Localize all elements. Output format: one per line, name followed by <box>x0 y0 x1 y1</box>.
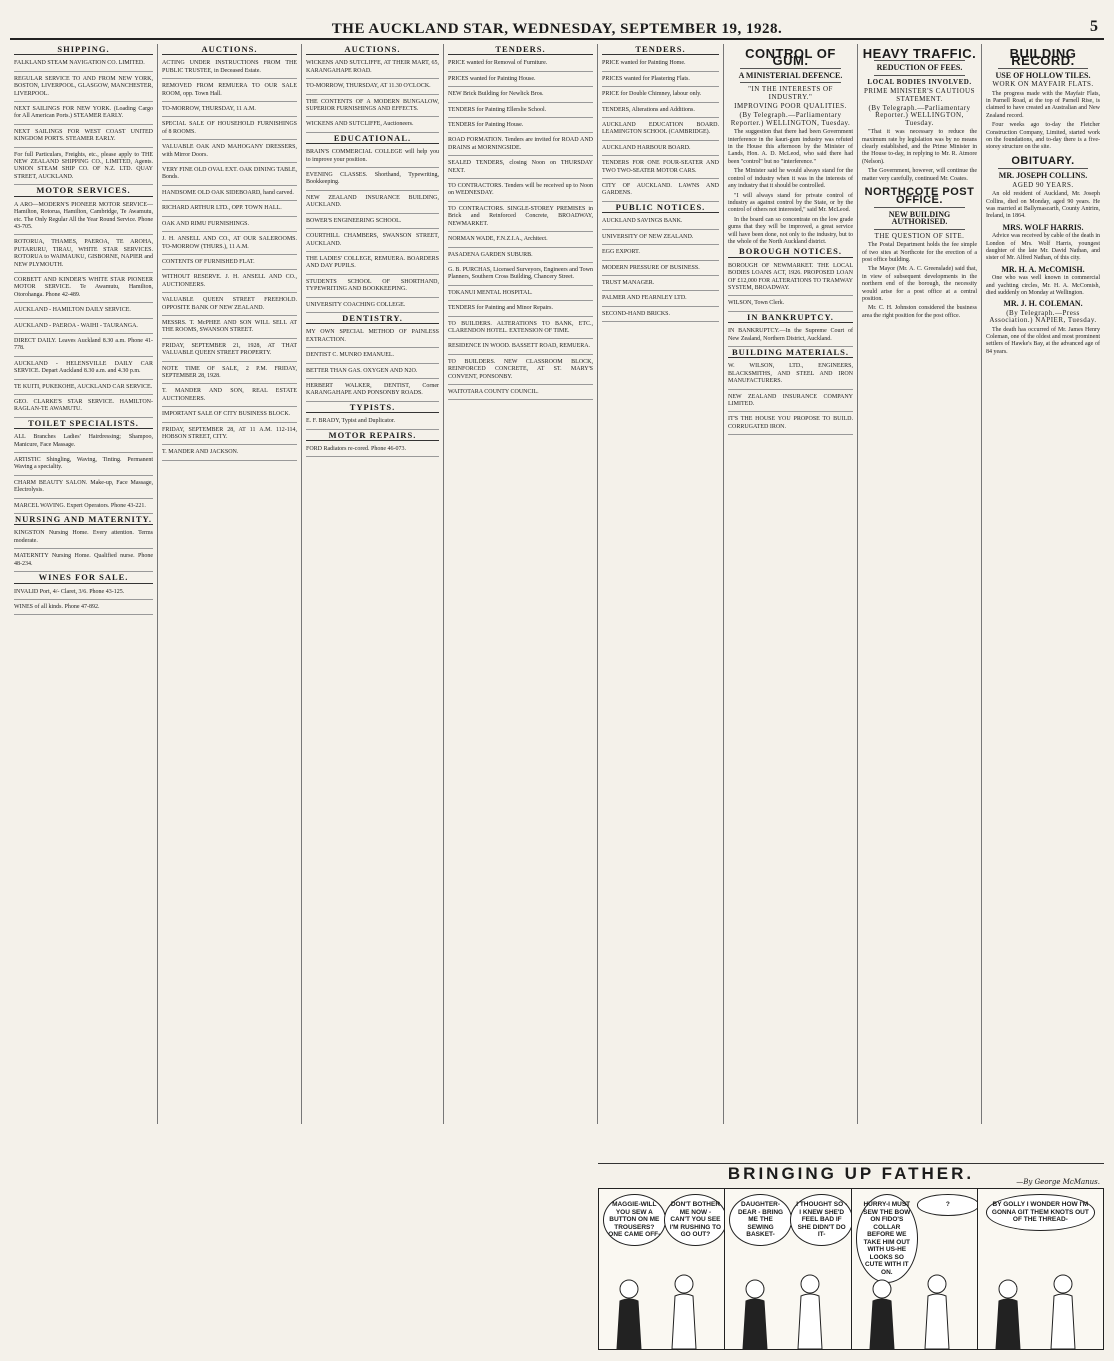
classified-ad: G. B. PURCHAS, Licensed Surveyors, Engineers and Town Planners, Southern Cross Building, Chancery Street. <box>448 265 593 286</box>
classified-ad: CORBETT AND KINDER'S WHITE STAR PIONEER MOTOR SERVICE. Te Awamutu, Hamilton, Otorohanga. Phone 42-489. <box>14 275 153 303</box>
section-heading: AUCTIONS. <box>162 46 297 55</box>
section-heading: PUBLIC NOTICES. <box>602 204 719 213</box>
classified-ad: WITHOUT RESERVE. J. H. ANSELL AND CO., AUCTIONEERS. <box>162 272 297 293</box>
classified-ad: BETTER THAN GAS. OXYGEN AND N2O. <box>306 366 439 379</box>
obituary-name: MR. JOSEPH COLLINS. <box>998 171 1088 181</box>
article-body <box>862 129 977 183</box>
classified-ad: T. MANDER AND JACKSON. <box>162 447 297 460</box>
classified-ad: EGG EXPORT. <box>602 247 719 260</box>
classified-ad: TOKANUI MENTAL HOSPITAL. <box>448 288 593 301</box>
article-paragraph: "That it was necessary to reduce the maximum rate by legislation was by no means clearly established, and the Prime Minister in the House to-day, in replying to Mr. R. Atmore (Nelson). <box>862 129 977 165</box>
article-subhead: REDUCTION OF FEES. <box>876 63 963 73</box>
classified-ad: TO BUILDERS. ALTERATIONS TO BANK, ETC., CLARENDON HOTEL. EXTENSION OF TIME. <box>448 319 593 340</box>
classified-ad: PRICE for Double Chimney, labour only. <box>602 89 719 102</box>
section-heading: TENDERS. <box>448 46 593 55</box>
classified-ad: VERY FINE OLD OVAL EXT. OAK DINING TABLE, Bonds. <box>162 165 297 186</box>
classified-ad: AUCKLAND EDUCATION BOARD. LEAMINGTON SCHOOL (CAMBRIDGE). <box>602 120 719 141</box>
classified-ad: SPECIAL SALE OF HOUSEHOLD FURNISHINGS of 8 ROOMS. <box>162 119 297 140</box>
figure-head <box>999 1280 1017 1298</box>
column-auctions-1 <box>158 44 302 1124</box>
classified-ad: TRUST MANAGER. <box>602 278 719 291</box>
classified-ad: UNIVERSITY OF NEW ZEALAND. <box>602 232 719 245</box>
classified-ad: REGULAR SERVICE TO AND FROM NEW YORK, BOSTON, LIVERPOOL, GLASGOW, MANCHESTER, LIVERPOOL. <box>14 74 153 102</box>
classified-ad: MESSRS. T. McPHEE AND SON WILL SELL AT THE ROOMS, SWANSON STREET. <box>162 318 297 339</box>
column-gum-article <box>724 44 858 1124</box>
classified-ad: ROTORUA, THAMES, PAEROA, TE AROHA, PUTARURU, TIRAU, WHITE STAR SERVICES. ROTORUA to WAIMAUKU, GISBORNE, NAPIER and NEW PLYMOUTH. <box>14 237 153 273</box>
classified-ad: BRAIN'S COMMERCIAL COLLEGE will help you to improve your position. <box>306 147 439 168</box>
figure-body <box>672 1294 696 1349</box>
section-heading: TOILET SPECIALISTS. <box>14 420 153 429</box>
shipping-ads <box>14 58 153 185</box>
classified-ad: ACTING UNDER INSTRUCTIONS FROM THE PUBLIC TRUSTEE, in Deceased Estate. <box>162 58 297 79</box>
classified-ad: NORMAN WADE, F.N.Z.I.A., Architect. <box>448 234 593 247</box>
classified-ad: CHARM BEAUTY SALON. Make-up, Face Massage, Electrolysis. <box>14 478 153 499</box>
classified-ad: CITY OF AUCKLAND. LAWNS AND GARDENS. <box>602 181 719 202</box>
classified-ad: NOTE TIME OF SALE, 2 P.M. FRIDAY, SEPTEMBER 28, 1928. <box>162 364 297 385</box>
comic-byline: —By George McManus. <box>1016 1178 1100 1186</box>
section-heading: DENTISTRY. <box>306 315 439 324</box>
classified-ad: AUCKLAND - PAEROA - WAIHI - TAURANGA. <box>14 321 153 334</box>
dentistry-ads <box>306 327 439 401</box>
educational-ads <box>306 147 439 313</box>
typists-ads <box>306 416 439 429</box>
classified-ad: BOWER'S ENGINEERING SCHOOL. <box>306 216 439 229</box>
bankruptcy-notices <box>728 326 853 347</box>
speech-bubble: BY GOLLY I WONDER HOW I'M GONNA GIT THEM KNOTS OUT OF THE THREAD- <box>986 1194 1095 1231</box>
obituary-text: The death has occurred of Mr. James Henry Coleman, one of the oldest and most prominent settlers of Hawke's Bay, at the advanced age of 84 years. <box>986 326 1100 355</box>
figure-head <box>873 1280 891 1298</box>
masthead-title: THE AUCKLAND STAR, WEDNESDAY, SEPTEMBER 19, 1928. <box>331 21 783 37</box>
section-heading: MOTOR REPAIRS. <box>306 432 439 441</box>
divider <box>874 75 965 76</box>
article-subhead: NEW BUILDING AUTHORISED. <box>888 209 951 227</box>
article-paragraph: The Mayor (Mr. A. C. Greenslade) said that, in view of subsequent developments in the northern end of the borough, the necessity would arise for a post office at a central position. <box>862 266 977 302</box>
classified-ad: FRIDAY, SEPTEMBER 28, AT 11 A.M. 112-114, HOBSON STREET, CITY. <box>162 425 297 446</box>
classified-ad: THE LADIES' COLLEGE, REMUERA. BOARDERS AND DAY PUPILS. <box>306 254 439 275</box>
figure-head <box>675 1275 693 1293</box>
classified-ad: MATERNITY Nursing Home. Qualified nurse. Phone 48-234. <box>14 551 153 572</box>
article-paragraph: Mr. C. H. Johnston considered the business area the right position for the post office. <box>862 305 977 319</box>
classified-ad: ROAD FORMATION. Tenders are invited for ROAD AND DRAINS at MORNINGSIDE. <box>448 135 593 156</box>
obituaries <box>986 172 1100 356</box>
figure-body <box>870 1299 894 1349</box>
classified-ad: RESIDENCE IN WOOD. BASSETT ROAD, REMUERA. <box>448 341 593 354</box>
classified-ad: REMOVED FROM REMUERA TO OUR SALE ROOM, opp. Town Hall. <box>162 81 297 102</box>
classified-ad: AUCKLAND SAVINGS BANK. <box>602 216 719 229</box>
figure-head <box>620 1280 638 1298</box>
classified-ad: NEXT SAILINGS FOR NEW YORK. (Loading Cargo for All American Ports.) STEAMER EARLY. <box>14 104 153 125</box>
classified-ad: FALKLAND STEAM NAVIGATION CO. LIMITED. <box>14 58 153 71</box>
classified-ad: PRICES wanted for Painting House. <box>448 74 593 87</box>
classified-ad: HERBERT WALKER, DENTIST, Corner KARANGAHAPE AND PONSONBY ROADS. <box>306 381 439 402</box>
comic-panel <box>599 1189 725 1349</box>
classified-ad: DENTIST C. MUNRO EMANUEL. <box>306 350 439 363</box>
article-paragraph: In the board can so concentrate on the low grade gums that they will be improved, a great service will have been done, not only to the industry, but to the whole of the North Auckland district. <box>728 216 853 245</box>
figure-body <box>925 1294 949 1349</box>
column-auctions-2 <box>302 44 444 1124</box>
borough-notices <box>728 261 853 312</box>
figure-head <box>746 1280 764 1298</box>
classified-ad: HANDSOME OLD OAK SIDEBOARD, hand carved. <box>162 188 297 201</box>
article-paragraph: The Minister said he would always stand for the control of industry when it was in the interests of any industry that it should be controlled. <box>728 168 853 190</box>
column-traffic-article <box>858 44 982 1124</box>
comic-figures <box>725 1249 845 1349</box>
article-subhead: PRIME MINISTER'S CAUTIOUS STATEMENT. <box>864 87 975 103</box>
column-tenders-2 <box>598 44 724 1124</box>
article-subhead: IMPROVING POOR QUALITIES. <box>734 102 847 111</box>
article-byline: (By Telegraph.—Parliamentary Reporter.) WELLINGTON, Tuesday. <box>730 111 851 127</box>
auction-ads <box>162 58 297 460</box>
public-notices-ads <box>602 216 719 322</box>
classified-ad: For full Particulars, Freights, etc., please apply to THE NEW ZEALAND SHIPPING CO., LIMITED, Agents. UNION STEAM SHIP CO. OF N.Z. LTD. QUAY STREET, AUCKLAND. <box>14 150 153 186</box>
classified-ad: OAK AND RIMU FURNISHINGS. <box>162 219 297 232</box>
divider <box>998 168 1088 169</box>
figure-body <box>996 1299 1020 1349</box>
classified-ad: PASADENA GARDEN SUBURB. <box>448 250 593 263</box>
classified-ad: MY OWN SPECIAL METHOD OF PAINLESS EXTRACTION. <box>306 327 439 348</box>
classified-ad: E. F. BRADY, Typist and Duplicator. <box>306 416 439 429</box>
classified-ad: TO CONTRACTORS. Tenders will be received up to Noon on WEDNESDAY. <box>448 181 593 202</box>
classified-ad: RICHARD ARTHUR LTD., OPP. TOWN HALL. <box>162 203 297 216</box>
speech-bubble: HURRY-I MUST SEW THE BOW ON FIDO'S COLLAR BEFORE WE TAKE HIM OUT WITH US-HE LOOKS SO CUTE WITH IT ON. <box>856 1194 919 1283</box>
classified-ad: IT'S THE HOUSE YOU PROPOSE TO BUILD. CORRUGATED IRON. <box>728 414 853 435</box>
classified-ad: MARCEL WAVING. Expert Operators. Phone 43-221. <box>14 501 153 514</box>
classified-ad: UNIVERSITY COACHING COLLEGE. <box>306 300 439 313</box>
column-tenders-1 <box>444 44 598 1124</box>
classified-ad: CONTENTS OF FURNISHED FLAT. <box>162 257 297 270</box>
divider <box>740 82 841 83</box>
classified-ad: PRICES wanted for Plastering Flats. <box>602 74 719 87</box>
section-heading: BOROUGH NOTICES. <box>728 248 853 257</box>
page-number: 5 <box>1090 18 1098 35</box>
article-subhead: "IN THE INTERESTS OF INDUSTRY." <box>748 85 833 101</box>
obituary-subhead: (By Telegraph.—Press Association.) NAPIER, Tuesday. <box>989 308 1097 325</box>
classified-ad: STUDENTS SCHOOL OF SHORTHAND, TYPEWRITING AND BOOKKEEPING. <box>306 277 439 298</box>
classified-ad: PRICE wanted for Removal of Furniture. <box>448 58 593 71</box>
nursing-ads <box>14 528 153 572</box>
article-subhead: LOCAL BODIES INVOLVED. <box>867 77 972 86</box>
classified-ad: EVENING CLASSES. Shorthand, Typewriting, Bookkeeping. <box>306 170 439 191</box>
classified-ad: VALUABLE OAK AND MAHOGANY DRESSERS, with Mirror Doors. <box>162 142 297 163</box>
classified-ad: SECOND-HAND BRICKS. <box>602 309 719 322</box>
speech-bubble: I THOUGHT SO - I KNEW SHE'D FEEL BAD IF SHE DIDN'T DO IT- <box>790 1194 851 1246</box>
classified-ad: T. MANDER AND SON, REAL ESTATE AUCTIONEERS. <box>162 386 297 407</box>
article-subhead: WORK ON MAYFAIR FLATS. <box>992 80 1094 89</box>
classified-ad: THE CONTENTS OF A MODERN BUNGALOW, SUPERIOR FURNISHINGS AND EFFECTS. <box>306 97 439 118</box>
classified-ad: TENDERS FOR ONE FOUR-SEATER AND TWO TWO-SEATER MOTOR CARS. <box>602 158 719 179</box>
comic-panel <box>978 1189 1103 1349</box>
masthead <box>10 14 1104 40</box>
obituary-name: MR. J. H. COLEMAN. <box>1003 299 1083 309</box>
section-heading: WINES FOR SALE. <box>14 574 153 583</box>
classified-ad: AUCKLAND - HELENSVILLE DAILY CAR SERVICE. Depart Auckland 8.30 a.m. and 4.30 p.m. <box>14 359 153 380</box>
classified-ad: AUCKLAND HARBOUR BOARD. <box>602 143 719 156</box>
classified-ad: TO CONTRACTORS. SINGLE-STOREY PREMISES in Brick and Reinforced Concrete, BROADWAY, NEWMARKET. <box>448 204 593 232</box>
obituary-text: One who was well known in commercial and yachting circles, Mr. H. A. McComish, died suddenly on Monday at Wellington. <box>986 275 1100 296</box>
classified-ad: J. H. ANSELL AND CO., AT OUR SALEROOMS. TO-MORROW (THURS.), 11 A.M. <box>162 234 297 255</box>
classified-ad: TENDERS for Painting and Minor Repairs. <box>448 303 593 316</box>
classified-ad: TO-MORROW, THURSDAY, AT 11.30 O'CLOCK. <box>306 81 439 94</box>
classified-ad: AUCKLAND - HAMILTON DAILY SERVICE. <box>14 305 153 318</box>
classified-ad: NEW ZEALAND INSURANCE COMPANY LIMITED. <box>728 392 853 413</box>
section-heading: EDUCATIONAL. <box>306 135 439 144</box>
classified-ad: WICKENS AND SUTCLIFFE, Auctioneers. <box>306 119 439 132</box>
figure-head <box>928 1275 946 1293</box>
comic-figures <box>599 1249 719 1349</box>
comic-panel <box>725 1189 851 1349</box>
section-heading: TYPISTS. <box>306 404 439 413</box>
classified-ad: GEO. CLARKE'S STAR SERVICE. HAMILTON-RAGLAN-TE AWAMUTU. <box>14 397 153 418</box>
article-paragraph: Four weeks ago to-day the Fletcher Construction Company, Limited, started work on the foundations, and to-day there is a five-storey structure on the site. <box>986 122 1100 151</box>
section-heading: BUILDING MATERIALS. <box>728 349 853 358</box>
article-subhead: A MINISTERIAL DEFENCE. <box>738 70 843 80</box>
comic-figures <box>978 1249 1098 1349</box>
comic-figures <box>852 1249 972 1349</box>
article-paragraph: The suggestion that there had been Government interference in the kauri-gum industry was refuted in the House this afternoon by the Minister of Lands, Hon. A. D. McLeod, who said there had been "control" but no "interference." <box>728 129 853 165</box>
tender-ads <box>602 58 719 201</box>
motor-services-ads <box>14 200 153 418</box>
article-headline: NORTHCOTE POST OFFICE. <box>864 186 975 206</box>
motor-repairs-ads <box>306 444 439 457</box>
figure-body <box>1051 1294 1075 1349</box>
classified-ad: WINES of all kinds. Phone 47-892. <box>14 602 153 615</box>
auction-ads <box>306 58 439 132</box>
article-paragraph: "I will always stand for private control of industry as against control by the State, or by the control of others not interested," said Mr. McLeod. <box>728 192 853 214</box>
wines-ads <box>14 587 153 616</box>
column-building-record <box>982 44 1104 1124</box>
classified-ad: A ARO—MODERN'S PIONEER MOTOR SERVICE—Hamilton, Rotorua, Hamilton, Cambridge, Te Awamutu, etc. The Only Regular All the Year Round Service. Phone 43-705. <box>14 200 153 236</box>
comic-panels <box>598 1188 1104 1350</box>
figure-body <box>743 1299 767 1349</box>
speech-bubble: DAUGHTER-DEAR - BRING ME THE SEWING BASKET- <box>729 1194 792 1246</box>
classified-ad: TO BUILDERS. NEW CLASSROOM BLOCK, REINFORCED CONCRETE, AT ST. MARY'S CONVENT, PONSONBY. <box>448 357 593 385</box>
classified-ad: TENDERS for Painting House. <box>448 120 593 133</box>
article-headline: HEAVY TRAFFIC. <box>862 46 977 61</box>
classified-ad: FRIDAY, SEPTEMBER 21, 1928, AT THAT VALUABLE QUEEN STREET PROPERTY. <box>162 341 297 362</box>
section-heading: MOTOR SERVICES. <box>14 187 153 196</box>
comic-panel <box>852 1189 978 1349</box>
article-body <box>862 242 977 320</box>
classified-ad: COURTHILL CHAMBERS, SWANSON STREET, AUCKLAND. <box>306 231 439 252</box>
obituary-heading: OBITUARY. <box>1011 154 1075 167</box>
classified-ad: IN BANKRUPTCY.—In the Supreme Court of New Zealand, Northern District, Auckland. <box>728 326 853 347</box>
obituary-text: An old resident of Auckland, Mr. Joseph Collins, died on Monday, aged 90 years. He was married at Ballymascarth, County Antrim, Ireland, in 1864. <box>986 191 1100 220</box>
article-paragraph: The progress made with the Mayfair Flats, in Parnell Road, at the top of Parnell Rise, is claimed to have created an Australian and New Zealand record. <box>986 90 1100 119</box>
classified-ad: TE KUITI, PUKEKOHE, AUCKLAND CAR SERVICE. <box>14 382 153 395</box>
figure-body <box>617 1299 641 1349</box>
classified-ad: NEW ZEALAND INSURANCE BUILDING, AUCKLAND. <box>306 193 439 214</box>
article-byline: (By Telegraph.—Parliamentary Reporter.) WELLINGTON, Tuesday. <box>868 104 971 127</box>
classified-ad: NEW Brick Building for Newlick Bros. <box>448 89 593 102</box>
classified-ad: BOROUGH OF NEWMARKET. THE LOCAL BODIES LOANS ACT, 1926. PROPOSED LOAN OF £12,000 FOR ALTERATIONS TO TRAMWAY SYSTEM, BROADWAY. <box>728 261 853 297</box>
classified-ad: MODERN PRESSURE OF BUSINESS. <box>602 263 719 276</box>
section-heading: NURSING AND MATERNITY. <box>14 514 152 525</box>
divider <box>874 229 965 230</box>
section-heading: SHIPPING. <box>14 46 153 55</box>
section-heading: IN BANKRUPTCY. <box>728 314 853 323</box>
building-materials-ads <box>728 361 853 435</box>
figure-head <box>801 1275 819 1293</box>
classified-ad: KINGSTON Nursing Home. Every attention. Terms moderate. <box>14 528 153 549</box>
section-heading: AUCTIONS. <box>306 46 439 55</box>
obituary-text: Advice was received by cable of the death in London of Mrs. Wolf Harris, youngest daughter of the late Mr. David Nathan, and sister of Mr. Alfred Nathan, of this city. <box>986 233 1100 262</box>
article-subhead: USE OF HOLLOW TILES. <box>995 70 1091 80</box>
classified-ad: ARTISTIC Shingling, Waving, Tinting. Permanent Waving a speciality. <box>14 455 153 476</box>
classified-ad: PRICE wanted for Painting Home. <box>602 58 719 71</box>
column-shipping <box>10 44 158 1124</box>
classified-ad: WILSON, Town Clerk. <box>728 298 853 311</box>
obituary-name: MR. H. A. McCOMISH. <box>1001 264 1085 274</box>
section-heading: TENDERS. <box>602 46 719 55</box>
tender-ads <box>448 58 593 400</box>
toilet-ads <box>14 432 153 514</box>
classified-ad: DIRECT DAILY. Leaves Auckland 8.30 a.m. Phone 41-778. <box>14 336 153 357</box>
classified-ad: WAITOTARA COUNTY COUNCIL. <box>448 387 593 400</box>
columns <box>10 44 1104 1124</box>
comic-strip <box>598 1163 1104 1351</box>
figure-body <box>798 1294 822 1349</box>
classified-ad: PALMER AND FEARNLEY LTD. <box>602 293 719 306</box>
article-subhead: THE QUESTION OF SITE. <box>874 231 965 240</box>
article-paragraph: The Government, however, will continue the matter very carefully, continued Mr. Coates. <box>862 168 977 182</box>
classified-ad: TENDERS, Alterations and Additions. <box>602 105 719 118</box>
comic-title: BRINGING UP FATHER. <box>727 1164 975 1183</box>
article-body <box>986 91 1100 152</box>
classified-ad: TO-MORROW, THURSDAY, 11 A.M. <box>162 104 297 117</box>
obituary-subhead: AGED 90 YEARS. <box>1012 180 1074 189</box>
article-body <box>728 129 853 246</box>
classified-ad: ALL Branches Ladies' Hairdressing; Shampoo, Manicure, Face Massage. <box>14 432 153 453</box>
classified-ad: WICKENS AND SUTCLIFFE, AT THEIR MART, 65, KARANGAHAPE ROAD. <box>306 58 439 79</box>
classified-ad: VALUABLE QUEEN STREET FREEHOLD. OPPOSITE BANK OF NEW ZEALAND. <box>162 295 297 316</box>
classified-ad: SEALED TENDERS, closing Noon on THURSDAY NEXT. <box>448 158 593 179</box>
classified-ad: W. WILSON, LTD., ENGINEERS, BLACKSMITHS, AND STEEL AND IRON MANUFACTURERS. <box>728 361 853 389</box>
figure-head <box>1054 1275 1072 1293</box>
speech-bubble: ? <box>917 1194 978 1216</box>
classified-ad: IMPORTANT SALE OF CITY BUSINESS BLOCK. <box>162 409 297 422</box>
article-headline: CONTROL OF GUM. <box>745 46 836 69</box>
classified-ad: FORD Radiators re-cored. Phone 46-073. <box>306 444 439 457</box>
article-paragraph: The Postal Department holds the fee simple of two sites at Northcote for the erection of a post office building. <box>862 242 977 263</box>
speech-bubble: DON'T BOTHER ME NOW - CAN'T YOU SEE I'M RUSHING TO GO OUT? <box>664 1194 725 1246</box>
comic-title-bar <box>598 1163 1104 1188</box>
classified-ad: INVALID Port, 4/- Claret, 3/6. Phone 43-125. <box>14 587 153 600</box>
obituary-name: MRS. WOLF HARRIS. <box>1002 222 1084 232</box>
classified-ad: NEXT SAILINGS FOR WEST COAST UNITED KINGDOM PORTS. STEAMER EARLY. <box>14 127 153 148</box>
speech-bubble: MAGGIE-WILL YOU SEW A BUTTON ON ME TROUSERS? ONE CAME OFF- <box>603 1194 666 1246</box>
classified-ad: TENDERS for Painting Ellerslie School. <box>448 105 593 118</box>
article-headline: BUILDING RECORD. <box>1009 46 1077 69</box>
divider <box>874 207 965 208</box>
